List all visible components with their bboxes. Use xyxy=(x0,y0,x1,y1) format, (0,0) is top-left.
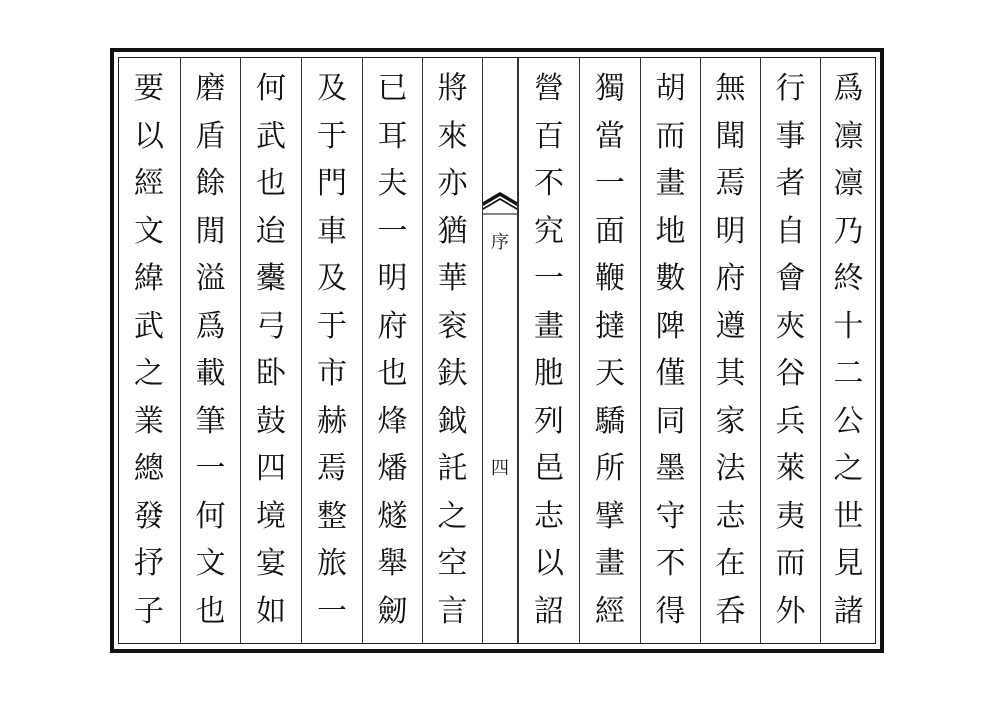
glyph: 赫 xyxy=(317,403,347,439)
glyph: 夫 xyxy=(377,166,408,201)
glyph: 家 xyxy=(715,403,746,439)
glyph: 遵 xyxy=(715,308,746,344)
glyph: 已 xyxy=(377,71,408,106)
text-column-2 xyxy=(760,57,820,644)
glyph: 畫 xyxy=(655,166,686,201)
glyph: 面 xyxy=(595,213,625,249)
glyph: 境 xyxy=(256,498,286,534)
text-column-8 xyxy=(362,57,422,644)
text-column-7 xyxy=(422,57,482,644)
glyph: 邑 xyxy=(534,451,564,486)
glyph: 于 xyxy=(317,118,347,154)
glyph: 呑 xyxy=(715,593,746,629)
glyph: 及 xyxy=(317,261,347,296)
glyph: 載 xyxy=(195,356,226,391)
glyph: 耳 xyxy=(377,118,408,154)
glyph: 弓 xyxy=(256,308,286,344)
text-column-10 xyxy=(240,57,301,644)
glyph: 燧 xyxy=(377,498,408,534)
glyph: 以 xyxy=(534,546,564,581)
glyph: 經 xyxy=(595,593,625,629)
glyph: 自 xyxy=(775,213,806,249)
glyph: 守 xyxy=(655,498,686,534)
glyph: 及 xyxy=(317,71,347,106)
column-text xyxy=(241,65,301,635)
glyph: 櫜 xyxy=(256,261,286,296)
glyph: 所 xyxy=(595,451,625,486)
glyph: 在 xyxy=(715,546,746,581)
glyph: 來 xyxy=(437,118,468,154)
glyph: 墨 xyxy=(655,451,686,486)
glyph: 百 xyxy=(534,118,564,154)
glyph: 凛 xyxy=(833,166,864,201)
glyph: 撻 xyxy=(595,308,625,344)
glyph: 萊 xyxy=(775,451,806,486)
glyph: 宴 xyxy=(256,546,286,581)
glyph: 府 xyxy=(377,308,408,344)
glyph: 谷 xyxy=(775,356,806,391)
glyph: 同 xyxy=(655,403,686,439)
column-text xyxy=(821,65,876,635)
column-text xyxy=(118,65,180,635)
glyph: 不 xyxy=(655,546,686,581)
glyph: 武 xyxy=(256,118,286,154)
glyph: 其 xyxy=(715,356,746,391)
column-text xyxy=(181,65,240,635)
glyph: 得 xyxy=(655,593,686,629)
glyph: 舉 xyxy=(377,546,408,581)
glyph: 要 xyxy=(134,71,164,106)
glyph: 四 xyxy=(256,451,286,486)
glyph: 爲 xyxy=(195,308,226,344)
glyph: 詔 xyxy=(534,593,564,629)
glyph: 府 xyxy=(715,261,746,296)
column-text xyxy=(423,65,482,635)
glyph: 列 xyxy=(534,403,564,439)
glyph: 一 xyxy=(534,261,564,296)
glyph: 旅 xyxy=(317,546,347,581)
glyph: 驕 xyxy=(595,403,625,439)
glyph: 一 xyxy=(595,166,625,201)
glyph: 鈇 xyxy=(437,356,468,391)
glyph: 市 xyxy=(317,356,347,391)
glyph: 數 xyxy=(655,261,686,296)
glyph: 卧 xyxy=(256,356,286,391)
glyph: 猶 xyxy=(437,213,468,249)
glyph: 總 xyxy=(134,451,164,486)
glyph: 而 xyxy=(655,118,686,154)
glyph: 行 xyxy=(775,71,806,106)
glyph: 文 xyxy=(195,546,226,581)
glyph: 明 xyxy=(377,261,408,296)
fish-tail-mark xyxy=(483,192,517,222)
text-column-1 xyxy=(820,57,876,644)
glyph: 畫 xyxy=(595,546,625,581)
text-column-11 xyxy=(180,57,240,644)
glyph: 無 xyxy=(715,71,746,106)
glyph: 迨 xyxy=(256,213,286,249)
glyph: 公 xyxy=(833,403,864,439)
glyph: 鼓 xyxy=(256,403,286,439)
center-fold-column xyxy=(482,57,518,644)
glyph: 餘 xyxy=(195,166,226,201)
glyph: 經 xyxy=(134,166,164,201)
glyph: 事 xyxy=(775,118,806,154)
glyph: 一 xyxy=(317,593,347,629)
glyph: 明 xyxy=(715,213,746,249)
glyph: 將 xyxy=(437,71,468,106)
column-text xyxy=(580,65,640,635)
glyph: 緯 xyxy=(134,261,164,296)
glyph: 鉞 xyxy=(437,403,468,439)
glyph: 乃 xyxy=(833,213,864,249)
glyph: 夷 xyxy=(775,498,806,534)
glyph: 烽 xyxy=(377,403,408,439)
glyph: 終 xyxy=(833,261,864,296)
glyph: 聞 xyxy=(715,118,746,154)
glyph: 以 xyxy=(134,118,164,154)
column-text xyxy=(701,65,760,635)
glyph: 鞭 xyxy=(595,261,625,296)
glyph: 志 xyxy=(534,498,564,534)
glyph: 會 xyxy=(775,261,806,296)
glyph: 發 xyxy=(134,498,164,534)
glyph: 衮 xyxy=(437,308,468,344)
glyph: 爲 xyxy=(833,71,864,106)
glyph: 天 xyxy=(595,356,625,391)
glyph: 也 xyxy=(256,166,286,201)
glyph: 子 xyxy=(134,593,164,629)
page-number: 四 xyxy=(491,458,509,479)
glyph: 胡 xyxy=(655,71,686,106)
glyph: 門 xyxy=(317,166,347,201)
text-column-3 xyxy=(700,57,760,644)
glyph: 之 xyxy=(134,356,164,391)
glyph: 志 xyxy=(715,498,746,534)
glyph: 當 xyxy=(595,118,625,154)
glyph: 諸 xyxy=(833,593,864,629)
glyph: 託 xyxy=(437,451,468,486)
column-text xyxy=(761,65,820,635)
glyph: 而 xyxy=(775,546,806,581)
glyph: 于 xyxy=(317,308,347,344)
text-column-4 xyxy=(640,57,700,644)
glyph: 究 xyxy=(534,213,564,249)
glyph: 業 xyxy=(134,403,164,439)
glyph: 僅 xyxy=(655,356,686,391)
glyph: 地 xyxy=(655,213,686,249)
glyph: 見 xyxy=(833,546,864,581)
glyph: 車 xyxy=(317,213,347,249)
glyph: 溢 xyxy=(195,261,226,296)
glyph: 凛 xyxy=(833,118,864,154)
glyph: 武 xyxy=(134,308,164,344)
glyph: 夾 xyxy=(775,308,806,344)
glyph: 文 xyxy=(134,213,164,249)
glyph: 何 xyxy=(256,71,286,106)
glyph: 擘 xyxy=(595,498,625,534)
column-text xyxy=(519,65,579,635)
glyph: 法 xyxy=(715,451,746,486)
glyph: 畫 xyxy=(534,308,564,344)
column-text xyxy=(363,65,422,635)
glyph: 獨 xyxy=(595,71,625,106)
glyph: 磨 xyxy=(195,71,226,106)
glyph: 兵 xyxy=(775,403,806,439)
glyph: 一 xyxy=(377,213,408,249)
glyph: 世 xyxy=(833,498,864,534)
text-column-5 xyxy=(579,57,640,644)
glyph: 華 xyxy=(437,261,468,296)
glyph: 筆 xyxy=(195,403,226,439)
glyph: 肔 xyxy=(534,356,564,391)
glyph: 者 xyxy=(775,166,806,201)
glyph: 何 xyxy=(195,498,226,534)
glyph: 燔 xyxy=(377,451,408,486)
glyph: 亦 xyxy=(437,166,468,201)
glyph: 焉 xyxy=(715,166,746,201)
glyph: 空 xyxy=(437,546,468,581)
glyph: 劒 xyxy=(377,593,408,629)
text-column-9 xyxy=(301,57,362,644)
glyph: 言 xyxy=(437,593,468,629)
glyph: 之 xyxy=(437,498,468,534)
glyph: 也 xyxy=(195,593,226,629)
glyph: 焉 xyxy=(317,451,347,486)
glyph: 整 xyxy=(317,498,347,534)
glyph: 之 xyxy=(833,451,864,486)
glyph: 一 xyxy=(195,451,226,486)
text-column-12 xyxy=(118,57,180,644)
glyph: 盾 xyxy=(195,118,226,154)
text-column-6 xyxy=(518,57,579,644)
glyph: 營 xyxy=(534,71,564,106)
glyph: 二 xyxy=(833,356,864,391)
glyph: 閒 xyxy=(195,213,226,249)
glyph: 外 xyxy=(775,593,806,629)
glyph: 陴 xyxy=(655,308,686,344)
glyph: 抒 xyxy=(134,546,164,581)
glyph: 也 xyxy=(377,356,408,391)
glyph: 十 xyxy=(833,308,864,344)
column-text xyxy=(641,65,700,635)
glyph: 如 xyxy=(256,593,286,629)
column-text xyxy=(302,65,362,635)
glyph: 不 xyxy=(534,166,564,201)
section-title: 序 xyxy=(491,232,509,253)
